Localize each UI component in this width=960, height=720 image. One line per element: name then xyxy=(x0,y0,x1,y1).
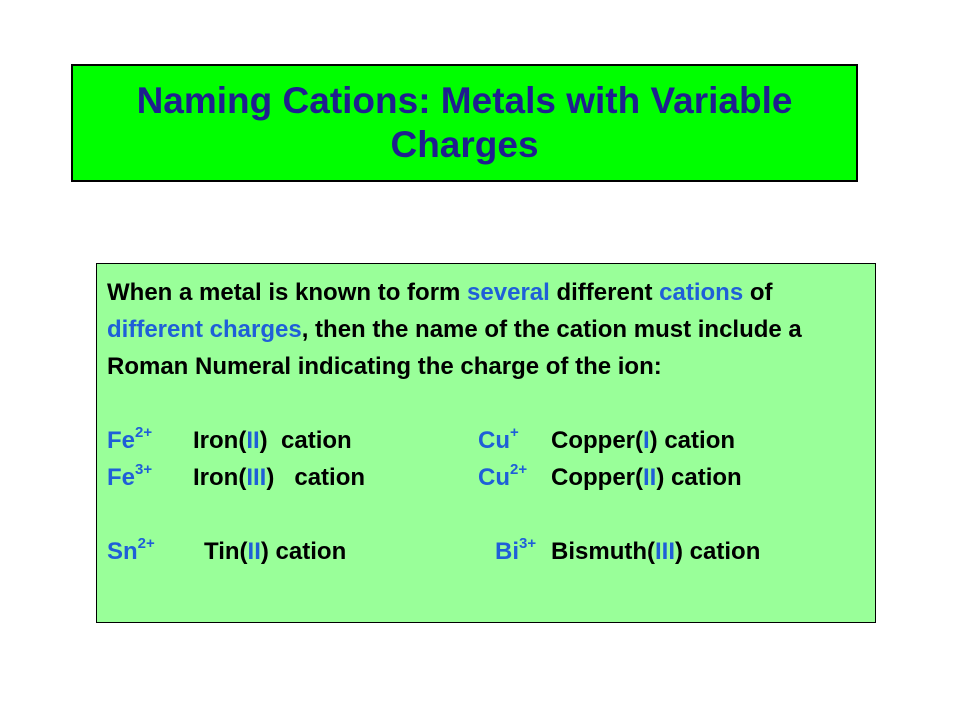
intro-text-2: different xyxy=(549,279,660,306)
ion-name-tin-ii: Tin(II) cation xyxy=(204,538,347,565)
highlight-cations: cations xyxy=(659,279,744,306)
example-row xyxy=(107,533,875,570)
spacer xyxy=(107,496,875,533)
ion-symbol-fe2: $Fe^{2+}$ xyxy=(107,424,153,454)
content-panel xyxy=(96,263,876,623)
ion-symbol-sn2: $Sn^{2+}$ xyxy=(107,535,155,565)
example-row xyxy=(107,459,875,496)
example-row xyxy=(107,422,875,459)
ion-name-copper-ii: Copper(II) cation xyxy=(551,464,742,491)
highlight-different-charges: different charges xyxy=(107,316,302,343)
spacer xyxy=(107,385,875,422)
ion-name-bismuth-iii: Bismuth(III) cation xyxy=(551,538,761,565)
ion-name-iron-ii: Iron(II) cation xyxy=(193,427,352,454)
slide-title: Naming Cations: Metals with Variable Charges xyxy=(136,80,793,165)
highlight-several: several xyxy=(467,279,550,306)
ion-name-iron-iii: Iron(III) cation xyxy=(193,464,366,491)
intro-text-1: When a metal is known to form xyxy=(107,279,468,306)
intro-text-4: , then the name of the cation must include a Roman Numeral indicating the charge of the ion: xyxy=(107,316,802,380)
title-banner xyxy=(71,64,858,182)
ion-symbol-fe3: $Fe^{3+}$ xyxy=(107,461,153,491)
ion-name-copper-i: Copper(I) cation xyxy=(551,427,736,454)
intro-text-3: of xyxy=(743,279,773,306)
ion-symbol-cu1: Cu+ xyxy=(478,424,519,454)
intro-paragraph xyxy=(107,274,867,385)
ion-symbol-bi3: $Bi^{3+}$ xyxy=(495,535,537,565)
ion-symbol-cu2: $Cu^{2+}$ xyxy=(478,461,528,491)
